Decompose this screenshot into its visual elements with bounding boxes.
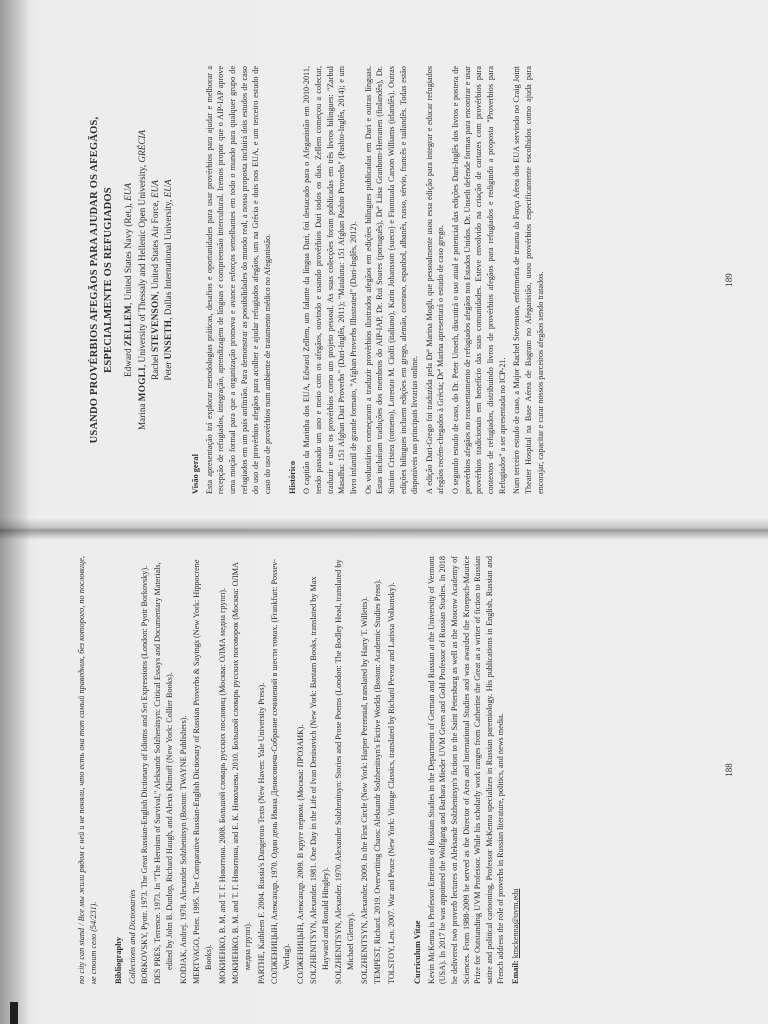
bibliography-entry: DES PRES, Terrence. 1973. In "The Heroism of Survival," Aleksandr Solzhenitsyn: Critical Essays and Documentary Materials, edited by John B. Dunlop, Richard Haugh, and Alexis Klimoff (New York: Collier Books). — [153, 562, 175, 984]
section-heading: Histórico — [288, 460, 298, 494]
page-number: 188 — [724, 763, 735, 777]
author-line: Peter UNSETH, Dallas International University, EUA — [163, 179, 174, 381]
scanner-edge-shadow — [0, 0, 30, 1024]
bibliography-entry: СОЛЖЕНИЦЫН, Александр. 2009. В круге первом. (Москва: ПРОЗАИК). — [295, 724, 305, 984]
author-line: Rachel STEVENSON, United States Air Force, EUA — [150, 180, 161, 380]
scanner-edge-mark — [10, 1002, 18, 1024]
author-line: Edward ZELLEM, United States Navy (Ret.), EUA — [123, 183, 134, 377]
bibliography-entry: MERTVAGO, Peter. 1995. The Comparative Russian-English Dictionary of Russian Proverbs & Sayings (New York: Hippocrene Books). — [192, 559, 214, 984]
paragraph: A edição Dari-Grego foi traduzida pela Drª Marina Mogli, que pessoalmente usou essa edição para integrar e educar refugiados afegãos recém-chegados à Grécia; Drª Marina apresentará o estudo de caso grego. — [424, 66, 446, 494]
paragraph: Os voluntários começaram a traduzir provérbios ilustrados afegãos em edições bilingues publicadas em Dari e outras línguas. Estas incluíram traduções dos membros do AIP-IAP, Dr. Rui Soares (português), Drª Liisa Granbom-Herranen (finlandês), Dr. Simion Cristea (romeno), Lorenzo M. Ciolfi (italiano), Karin Johansson (sueco) e Fionnuala Carson Williams (irlandês). Outras edições bilingues incluem edições em grego, alemão, coreano, espanhol, albanês, russo, sérvio, francês e tailandês. Todas estão disponíveis nas principais livrarias online. — [363, 66, 420, 494]
paragraph: Num terceiro estudo de caso, a Major Rachel Stevenson, enfermeira de trauma da Força Aérea dos EUA servindo no Craig Joint Theater Hospital na Base Aérea de Bagram no Afeganistão, usou provérbios especificamente escolhidos como ajuda para encorajar, capacitar e curar nossos parceiros afegãos sendo tratados. — [512, 66, 545, 494]
cv-heading: Curriculum Vitae — [412, 920, 422, 984]
email-link[interactable]: kmckenna@uvm.edu — [511, 888, 521, 959]
email-label: Email: — [511, 958, 521, 984]
author-line: Marina MOGLI, University of Thessaly and Hellenic Open University, GRÉCIA — [136, 129, 147, 431]
bibliography-entry: МОКИЕНКО, В. М. and Т. Г. Никитина, and Е. К. Николаева. 2010. Большой словарь русских поговорок (Москва: ОЛМА медиа групп). — [231, 562, 252, 984]
bibliography-entry: SOLZHENITSYN, Alexander. 1981. One Day in the Life of Ivan Denisovich (New York: Bantam Books, translated by Max Hayward and Ronald Hingley). — [309, 576, 330, 984]
bibliography-entry: МОКИЕНКО, В. М. and Т. Г. Никитина. 2008. Большой словарь русских пословиц (Москва: ОЛМА медиа групп). — [217, 588, 227, 984]
bibliography-entry: BORKOVSKY, Pyotr. 1973. The Great Russian-English Dictionary of Idioms and Set Expressions (London: Pyotr Borkovsky). — [139, 565, 149, 984]
bibliography-entry: PARTHE, Kathleen F. 2004. Russia's Dangerous Texts (New Haven: Yale University Press). — [256, 682, 266, 984]
bibliography-entry: СОЛЖЕНИЦЫН, Александр. 1970. Один день Ивана Денисовича-Собрание сочинений в шести томах. (Frankfurt: Possev-Verlag). — [270, 559, 291, 984]
email-line — [510, 556, 522, 984]
bibliography-entry: SOLZHENITSYN, Alexander. 1970. Alexander Solzhenitsyn: Stories and Prose Poems (London: The Bodley Head, translated by Michael Glenny). — [334, 559, 356, 984]
paragraph: O segundo estudo de caso, do Dr. Peter Unseth, discutirá o uso atual e potencial das edições Dari-Inglês dos livros e postera de provérbios afegãos no reassentamento de refugiados afegãos nos Estados Unidos. Dr. Unseth defende formas para encontrar e usar provérbios tradicionais em benefício das suas comunidades. Esteve envolvido na criação de cartazes com provérbios para contextos de refugiados, distribuindo livros de provérbios afegãos para refugiados e redigindo a proposta "Proverbios para Refugiados" a ser apresentada no ICP-21. — [451, 66, 507, 494]
bibliography-subheading: Collections and Dictionaries — [128, 889, 138, 984]
bibliography-entry: TOLSTOY, Leo. 2007. War and Peace (New York: Vintage Classics, translated by Richard Pevear and Larissa Volkonsky). — [387, 582, 397, 984]
bibliography-heading: Bibliography — [114, 936, 124, 984]
page-number: 189 — [724, 273, 735, 287]
section-heading: Visão geral — [190, 454, 200, 494]
article-title: USANDO PROVÉRBIOS AFEGÃOS PARA AJUDAR OS AFEGÃOS, ESPECIALMENTE OS REFUGIADOS — [89, 116, 115, 444]
paragraph: O capitão da Marinha dos EUA, Edward Zellem, um falante da língua Dari, foi destacado para o Afeganistão em 2010-2011, tendo passado um ano e meio com os afegãos, ouvindo e usando provérbios Dari todos os dias. Zellem começou a colectar, traduzir e usar os provérbios como um projeto pessoal. As suas colecções foram publicadas em três livros bilingues: "Zarbul Masalha: 151 Afghan Dari Proverbs" (Dari-Inglês, 2011); "Mataluna: 151 Afghan Pashto Proverbs" (Pashto-Inglês, 2014); e um livro infantil de grande formato, "Afghan Proverbs Illustrated" (Dari-Inglês, 2012). — [302, 66, 358, 494]
paragraph: Esta apresentação irá explorar metodologias práticas, desafios e oportunidades para usar provérbios para ajudar e melhorar a recepção de refugiados, integração, aprendizagem de línguas e compreensão intercultural. Iremos propor que o AIP-IAP aprove uma moção formal para que a organização promova e avance esforços semelhantes em todo o mundo para qualquer grupo de refugiados em um país anfitrião. Para demonstrar as possibilidades do mundo real, a nossa proposta incluirá dois estudos de caso do uso de provérbios afegãos para acolher e ajudar refugiados afegãos, um na Grécia e dois nos EUA, e um terceiro estudo de caso do uso de provérbios num ambiente de tratamento médico no Afeganistão. — [204, 66, 272, 494]
cv-paragraph: Kevin McKenna is Professor Emeritus of Russian Studies in the Department of German and Russian at the University of Vermont (USA). In 2017 he was appointed the Wolfgang and Barbara Mieder UVM Green and Gold Professor of Russian Studies. In 2018 he delivered two proverb lectures on Aleksandr Solzhenitsyn's fiction to the Saint Petersburg as well as the Moscow Academy of Sciences. From 1988-2009 he served as the Director of Area and International Studies and was awarded the Kroepsch-Maurice Prize for Outstanding UVM Professor. While his scholarly work ranges from Catherine the Great as a writer of fiction to Russian satire and political cartooning, Professor McKenna specializes in Russian paremiology. His publications in English, Russian and French address the role of proverbs in Russian literature, politics, and news media. — [426, 556, 506, 984]
bibliography-entry: KODJAK, Andrej. 1978. Alexander Solzhenitsyn (Boston: TWAYNE Publishers). — [178, 715, 188, 984]
page-189 — [60, 40, 740, 520]
bibliography-entry: SOLZHENITSYN, Alexander. 2009. In the First Circle (New York: Harper Perennial, translated by Harry T. Willetts). — [359, 596, 369, 984]
page-188 — [60, 530, 740, 1010]
bibliography-entry: TEMPEST, Richard. 2019. Overwriting Chaos: Aleksandr Solzhenitsyn's Fictive Worlds (Boston: Academic Studies Press). — [373, 579, 383, 984]
quote-continuation: по city can stand / Все мы жили рядом с ней и не поняли, что есть она тот самый праведник, без которого, по пословице, не стоит село (54/231). — [77, 556, 98, 984]
